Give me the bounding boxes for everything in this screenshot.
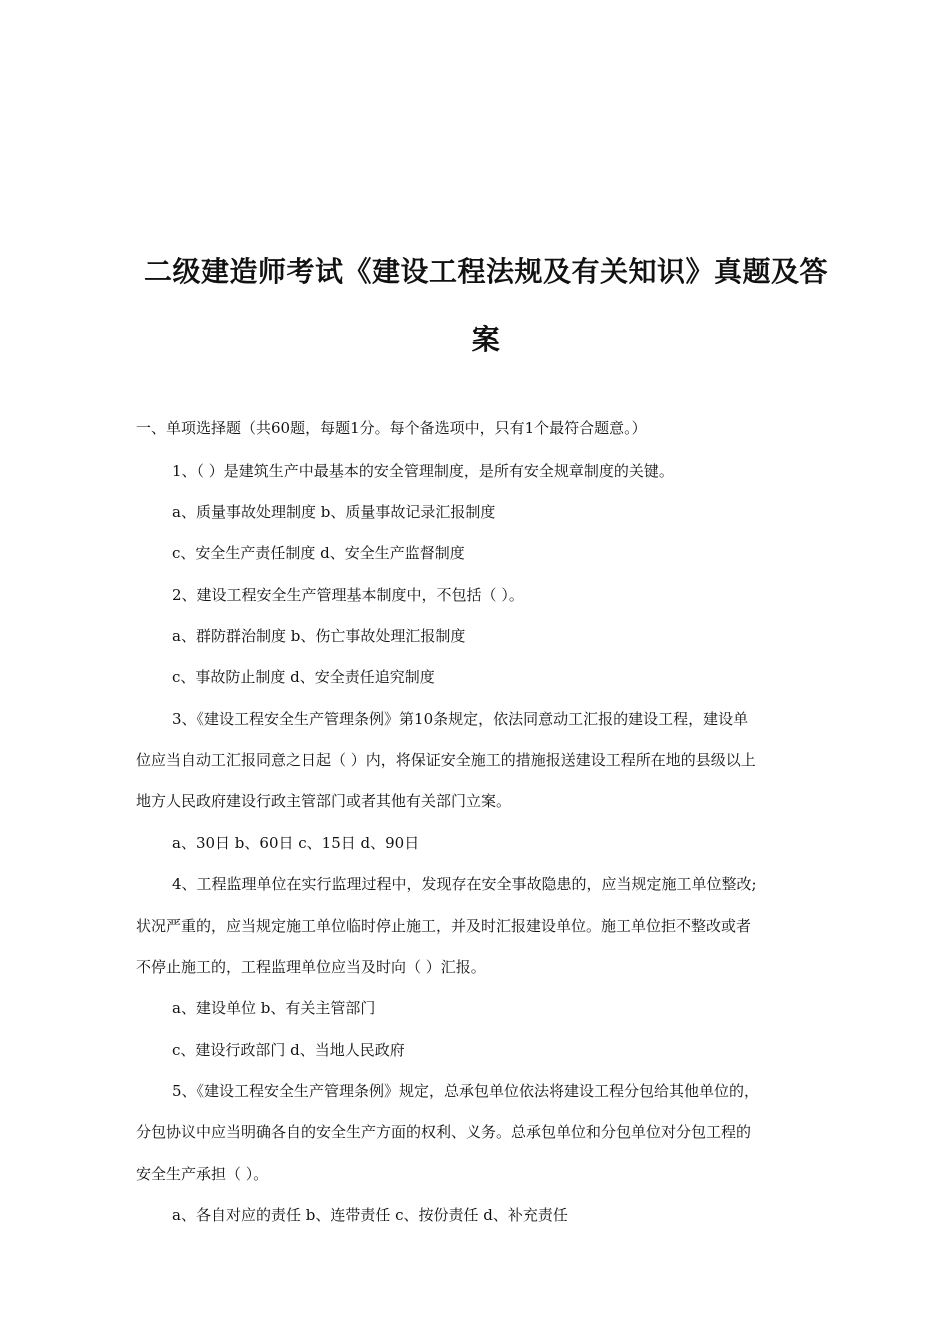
question-4-options-ab: a、建设单位 b、有关主管部门 [172, 999, 376, 1017]
question-1: 1、（ ）是建筑生产中最基本的安全管理制度，是所有安全规章制度的关键。 [172, 462, 674, 480]
question-5-options: a、各自对应的责任 b、连带责任 c、按份责任 d、补充责任 [172, 1206, 568, 1224]
question-5-line-2: 分包协议中应当明确各自的安全生产方面的权利、义务。总承包单位和分包单位对分包工程的 [136, 1123, 752, 1141]
question-3-line-3: 地方人民政府建设行政主管部门或者其他有关部门立案。 [136, 792, 512, 810]
question-5-line-3: 安全生产承担（ ）。 [136, 1165, 269, 1183]
question-5-line-1: 5、《建设工程安全生产管理条例》规定，总承包单位依法将建设工程分包给其他单位的， [172, 1082, 760, 1100]
question-4-options-cd: c、建设行政部门 d、当地人民政府 [172, 1041, 405, 1059]
question-2-options-ab: a、群防群治制度 b、伤亡事故处理汇报制度 [172, 627, 466, 645]
section-heading: 一、单项选择题（共60题，每题1分。每个备选项中，只有1个最符合题意。） [136, 419, 647, 437]
question-2: 2、建设工程安全生产管理基本制度中，不包括（ ）。 [172, 586, 524, 604]
question-1-options-ab: a、质量事故处理制度 b、质量事故记录汇报制度 [172, 503, 496, 521]
question-4-line-3: 不停止施工的，工程监理单位应当及时向（ ）汇报。 [136, 958, 486, 976]
question-4-line-2: 状况严重的，应当规定施工单位临时停止施工，并及时汇报建设单位。施工单位拒不整改或者 [136, 917, 752, 935]
question-3-line-2: 位应当自动工汇报同意之日起（ ）内，将保证安全施工的措施报送建设工程所在地的县级以上 [136, 751, 756, 769]
document-title-line-2: 案 [471, 323, 501, 356]
question-3-options: a、30日 b、60日 c、15日 d、90日 [172, 834, 420, 852]
question-3-line-1: 3、《建设工程安全生产管理条例》第10条规定，依法同意动工汇报的建设工程，建设单 [172, 710, 749, 728]
question-4-line-1: 4、工程监理单位在实行监理过程中，发现存在安全事故隐患的，应当规定施工单位整改; [172, 875, 757, 893]
document-title-line-1: 二级建造师考试《建设工程法规及有关知识》真题及答 [143, 255, 828, 288]
question-2-options-cd: c、事故防止制度 d、安全责任追究制度 [172, 668, 435, 686]
question-1-options-cd: c、安全生产责任制度 d、安全生产监督制度 [172, 544, 465, 562]
